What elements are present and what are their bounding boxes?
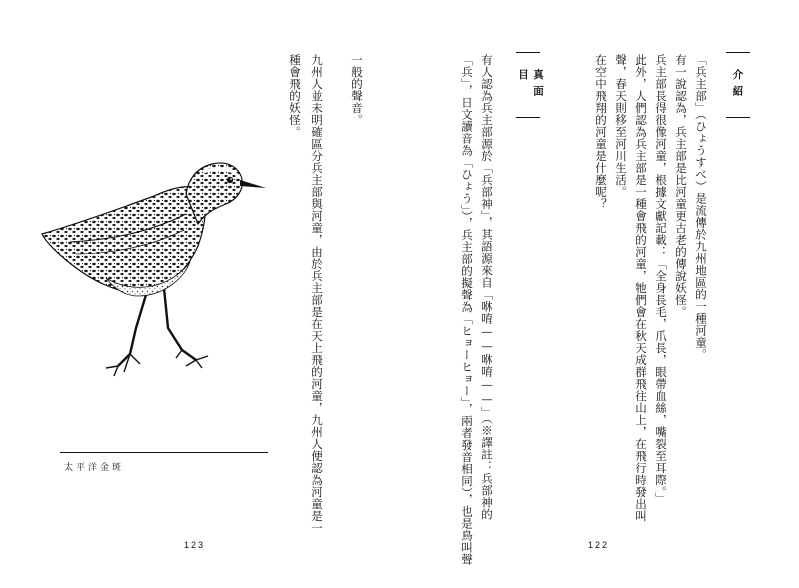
continuation-line-3: 種會飛的妖怪。 <box>288 54 302 138</box>
caption-rule <box>60 452 268 453</box>
truth-line-2: 「兵」，日文讀音為「ひょう」），兵主部的擬聲為「ヒョーヒョー」，兩者發音相同），也是鳥叫聲 <box>460 54 474 566</box>
illustration-caption: 太平洋金斑 <box>64 463 125 473</box>
intro-line-5: 聲，春天則移至河川生活。 <box>614 54 628 198</box>
section-intro-heading: 介紹 <box>731 69 744 102</box>
intro-line-1: 「兵主部」（ひょうすべ）是流傳於九州地區的一種河童。 <box>694 54 708 361</box>
truth-line-1: 有人認為兵主部源於「兵部神」，其語源來自「咻唷——咻唷——」（※譯註：兵部神的 <box>480 54 494 521</box>
continuation-line-2: 九州人並未明確區分兵主部與河童，由於兵主部是在天上飛的河童，九州人便認為河童是一 <box>310 54 324 534</box>
section-label-intro <box>726 52 750 118</box>
intro-line-2: 有一說認為，兵主部是比河童更古老的傳說妖怪。 <box>674 54 688 318</box>
page-number-right: 122 <box>588 540 610 550</box>
intro-line-3: 兵主部長得很像河童，根據文獻記載：「全身長毛，爪長，眼帶血絲，嘴裂至耳際。」 <box>654 54 668 505</box>
continuation-line-1: 一般的聲音。 <box>350 54 364 126</box>
intro-line-4: 此外，人們認為兵主部是一種會飛的河童，牠們會在秋天成群飛往山上，在飛行時發出叫 <box>634 54 648 522</box>
right-page <box>400 0 799 588</box>
section-label-truth <box>516 52 544 118</box>
intro-line-6: 在空中飛翔的河童是什麼呢？ <box>594 54 608 210</box>
page-number-left: 123 <box>184 540 206 550</box>
left-page <box>0 0 399 588</box>
golden-plover-illustration <box>36 150 272 380</box>
section-truth-heading: 真面目 <box>517 69 544 102</box>
